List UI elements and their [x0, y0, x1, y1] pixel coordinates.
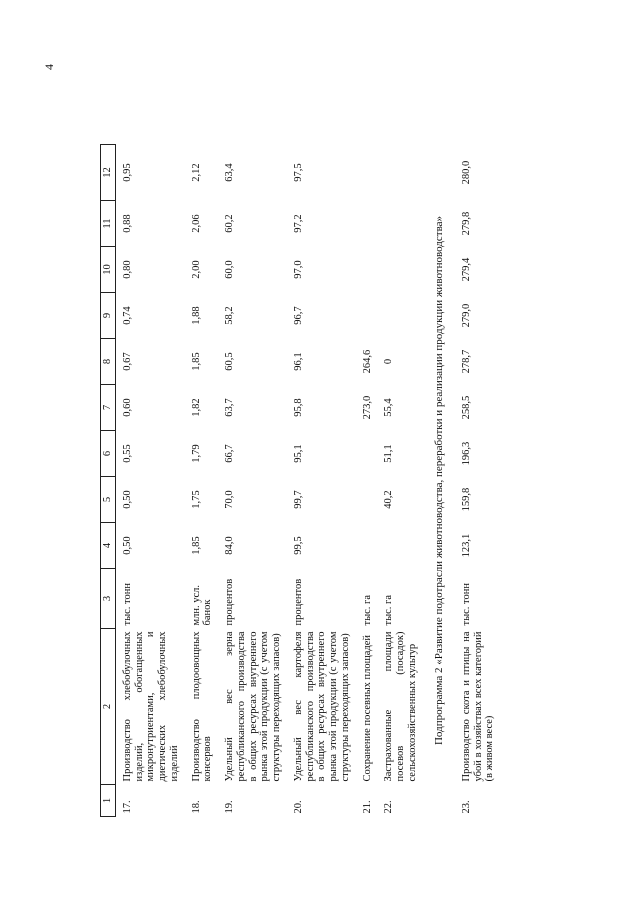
table-row: [377, 145, 422, 817]
value-cell: 96,7: [292, 306, 304, 325]
table-row: [185, 145, 219, 817]
row-number: 19.: [224, 800, 235, 814]
value-cell: [356, 523, 378, 569]
subprogram-row: [423, 145, 455, 817]
unit-cell: процентов: [224, 578, 235, 626]
value-cell: 0,80: [121, 260, 133, 279]
value-cell: 2,00: [190, 260, 202, 279]
value-cell: 1,85: [190, 536, 202, 555]
unit-cell: тыс. га: [383, 594, 395, 626]
value-cell: 96,1: [292, 352, 304, 371]
value-cell: 99,5: [292, 536, 304, 555]
header-cell: 8: [101, 339, 116, 385]
value-cell: 55,4: [383, 398, 395, 417]
value-cell: [377, 201, 422, 247]
unit-cell: тыс. тонн: [121, 583, 133, 626]
value-cell: 1,82: [190, 398, 202, 417]
value-cell: 278,7: [460, 349, 472, 374]
value-cell: 0,50: [121, 490, 133, 509]
indicator-name: Удельный вес картофеля республиканского производства в общих ресурсах внутреннего рынка этой продукции (с учетом структуры переходящих запасов): [292, 631, 351, 782]
value-cell: 97,0: [292, 260, 304, 279]
value-cell: 0,88: [121, 214, 133, 233]
value-cell: 99,7: [292, 490, 304, 509]
value-cell: 40,2: [383, 490, 395, 509]
value-cell: 97,2: [292, 214, 304, 233]
indicator-name: Застрахованные площади посевов (посадок) сельскохозяйственных культур: [383, 631, 418, 782]
unit-cell: тыс. га: [361, 594, 373, 626]
header-cell: 11: [101, 201, 116, 247]
value-cell: 0,67: [121, 352, 133, 371]
value-cell: 51,1: [383, 444, 395, 463]
value-cell: 95,1: [292, 444, 304, 463]
value-cell: 1,88: [190, 306, 202, 325]
header-cell: 2: [101, 629, 116, 785]
value-cell: 0: [383, 358, 395, 365]
row-number: 23.: [460, 800, 472, 814]
value-cell: 63,7: [224, 398, 235, 417]
value-cell: [356, 247, 378, 293]
value-cell: 1,75: [190, 490, 202, 509]
header-cell: 1: [101, 785, 116, 817]
value-cell: 280,0: [460, 160, 472, 185]
header-cell: 10: [101, 247, 116, 293]
value-cell: 60,5: [224, 352, 235, 371]
value-cell: 2,06: [190, 214, 202, 233]
indicator-name: Сохранение посевных площадей: [361, 634, 373, 782]
value-cell: 0,74: [121, 306, 133, 325]
indicator-name: Производство хлебобулочных изделий, обогащенных микронутриентами, и диетических хлебобулочных изделий: [121, 631, 180, 782]
header-cell: 4: [101, 523, 116, 569]
row-number: 18.: [190, 800, 202, 814]
value-cell: 0,95: [121, 163, 133, 182]
indicator-name: Производство плодоовощных консервов: [190, 631, 214, 782]
unit-cell: тыс. тонн: [460, 583, 472, 626]
header-cell: 7: [101, 385, 116, 431]
value-cell: 84,0: [224, 536, 235, 555]
indicators-table: [100, 144, 500, 817]
header-cell: 6: [101, 431, 116, 477]
value-cell: 279,4: [460, 257, 472, 282]
value-cell: [377, 145, 422, 201]
row-number: 17.: [121, 800, 133, 814]
value-cell: 0,60: [121, 398, 133, 417]
value-cell: 60,2: [224, 214, 235, 233]
value-cell: [356, 293, 378, 339]
value-cell: [356, 201, 378, 247]
header-cell: 5: [101, 477, 116, 523]
indicator-name: Производство скота и птицы на убой в хозяйствах всех категорий (в живом весе): [460, 631, 496, 782]
value-cell: 1,85: [190, 352, 202, 371]
value-cell: 196,3: [460, 441, 472, 466]
value-cell: 258,5: [460, 395, 472, 420]
indicator-name: Удельный вес зерна республиканского производства в общих ресурсах внутреннего рынка этой продукции (с учетом структуры переходящих запасов): [224, 631, 282, 782]
value-cell: 1,79: [190, 444, 202, 463]
value-cell: 63,4: [224, 163, 235, 182]
value-cell: [356, 431, 378, 477]
value-cell: 66,7: [224, 444, 235, 463]
row-number: 21.: [361, 800, 373, 814]
unit-cell: процентов: [292, 578, 304, 626]
table-row: [356, 145, 378, 817]
row-number: 22.: [383, 800, 395, 814]
value-cell: [356, 477, 378, 523]
row-number: 20.: [292, 800, 304, 814]
value-cell: [377, 293, 422, 339]
header-cell: 3: [101, 569, 116, 629]
value-cell: 95,8: [292, 398, 304, 417]
subprogram-title: Подпрограмма 2 «Развитие подотрасли животноводства, переработки и реализации продукции животноводства»: [432, 215, 445, 746]
value-cell: 0,50: [121, 536, 133, 555]
header-cell: 12: [101, 145, 116, 201]
table-row: [218, 145, 287, 817]
value-cell: 2,12: [190, 163, 202, 182]
value-cell: 123,1: [460, 533, 472, 558]
value-cell: 97,5: [292, 163, 304, 182]
table-header-row: [101, 145, 116, 817]
value-cell: 159,8: [460, 487, 472, 512]
page-number: 4: [42, 64, 56, 70]
value-cell: 0,55: [121, 444, 133, 463]
unit-cell: млн. усл. банок: [190, 584, 214, 626]
table-row: [115, 145, 184, 817]
value-cell: [377, 523, 422, 569]
value-cell: 279,0: [460, 303, 472, 328]
value-cell: 264,6: [361, 349, 373, 374]
value-cell: 70,0: [224, 490, 235, 509]
table-row: [455, 145, 500, 817]
value-cell: 279,8: [460, 211, 472, 236]
value-cell: [356, 145, 378, 201]
header-cell: 9: [101, 293, 116, 339]
value-cell: [377, 247, 422, 293]
value-cell: 273,0: [361, 395, 373, 420]
value-cell: 60,0: [224, 260, 235, 279]
value-cell: 58,2: [224, 306, 235, 325]
table-row: [287, 145, 356, 817]
